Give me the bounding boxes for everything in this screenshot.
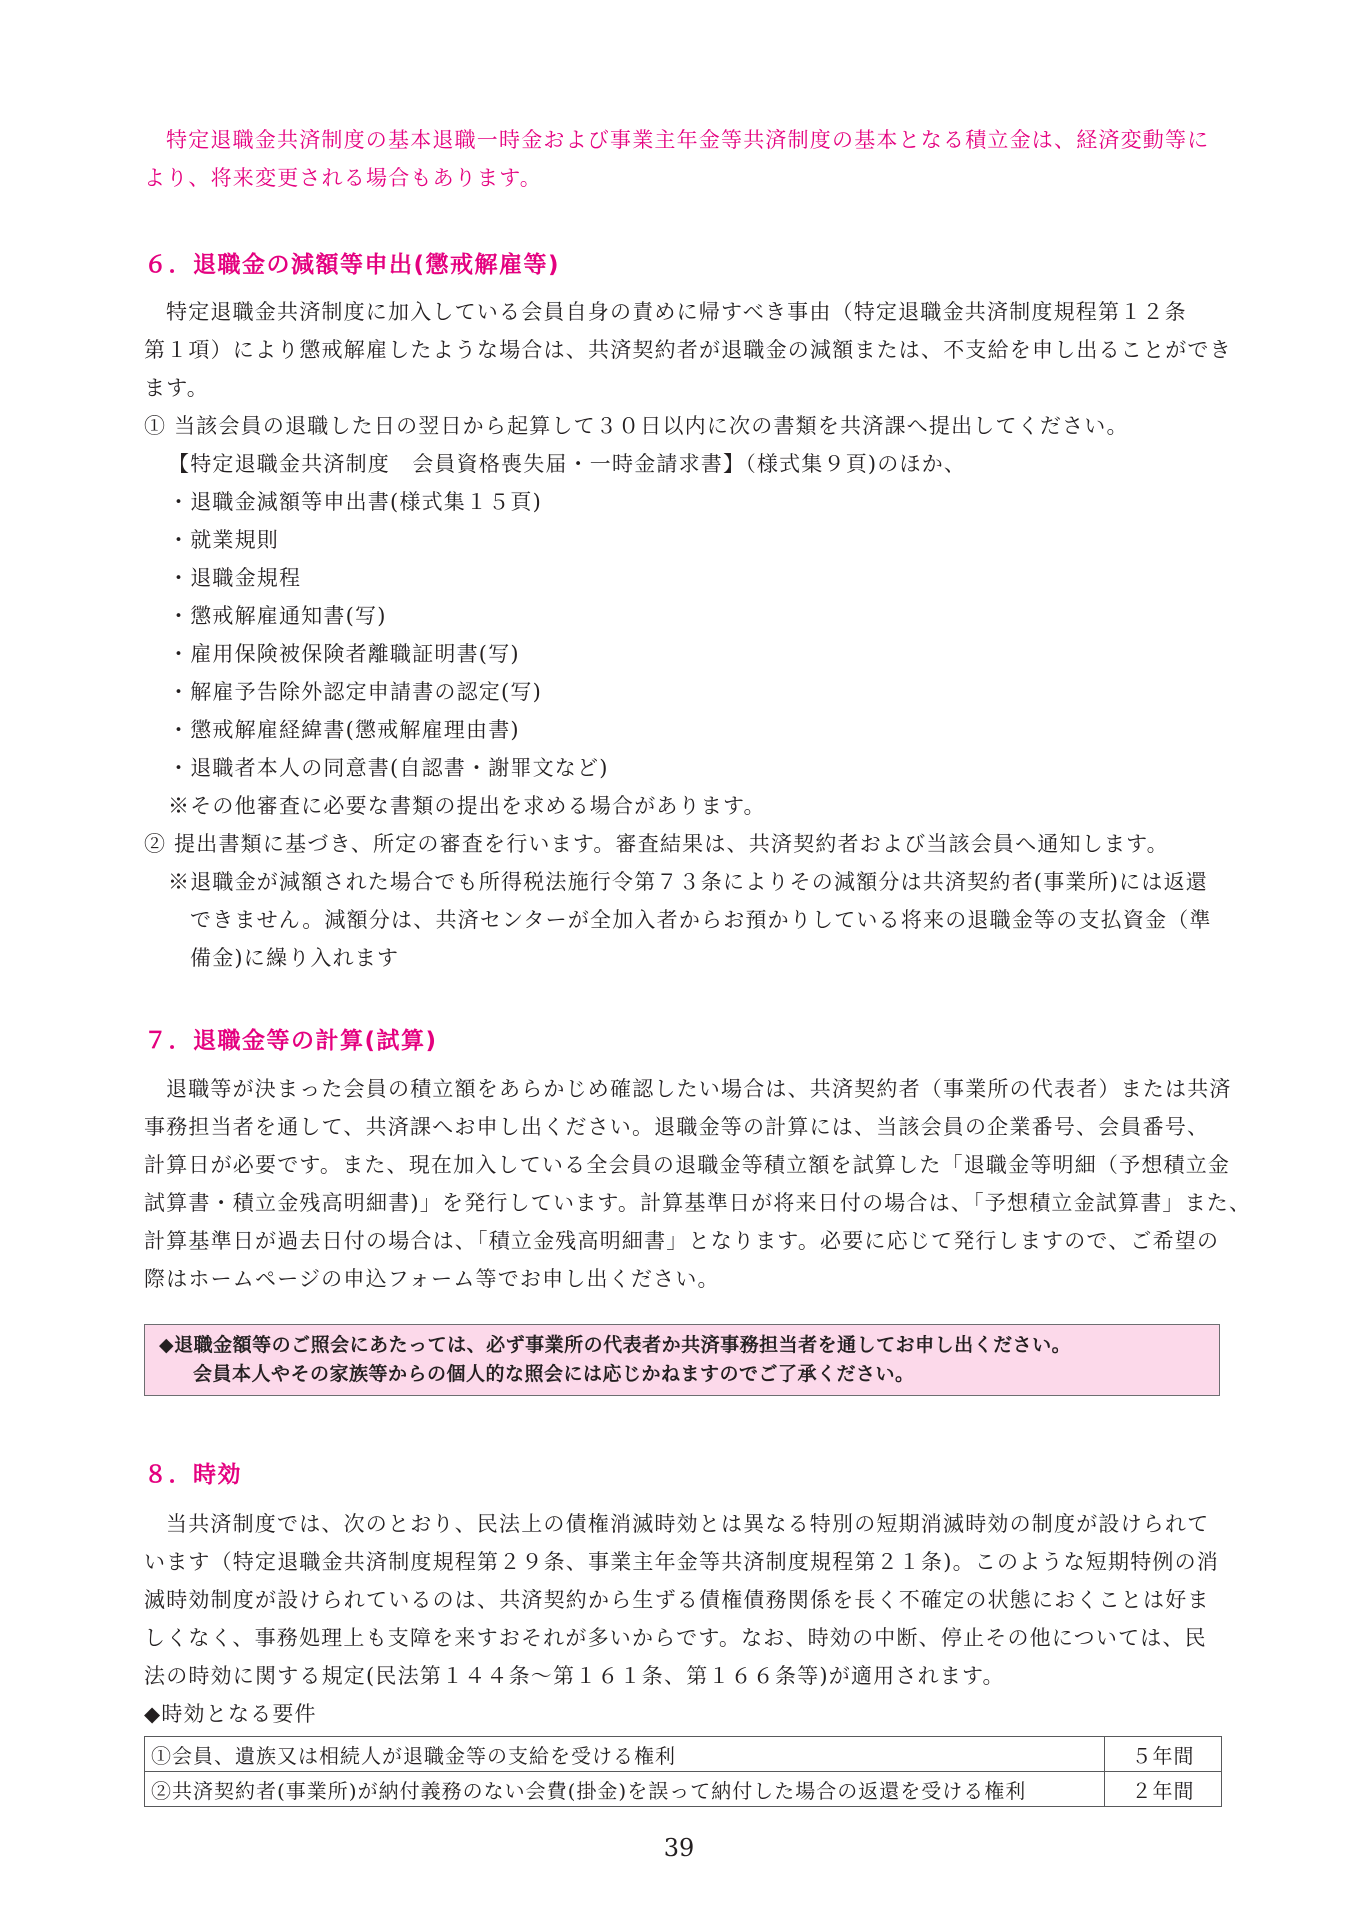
section-8-body — [144, 1505, 1222, 1695]
requirements-label: ◆時効となる要件 — [144, 1702, 317, 1726]
section-8-para-line: 滅時効制度が設けられているのは、共済契約から生ずる債権債務関係を長く不確定の状態におくことは好ま — [144, 1588, 1210, 1612]
intro-paragraph — [144, 121, 1222, 197]
section-6-para-line: 第１項）により懲戒解雇したような場合は、共済契約者が退職金の減額または、不支給を申し出ることができ — [144, 338, 1232, 362]
requirement-text: ①会員、遺族又は相続人が退職金等の支給を受ける権利 — [145, 1737, 1105, 1772]
table-row — [145, 1772, 1222, 1807]
section-6-heading: ６．退職金の減額等申出(懲戒解雇等) — [144, 252, 561, 278]
document-item: ・懲戒解雇通知書(写) — [168, 604, 387, 628]
section-8-para-line: しくなく、事務処理上も支障を来すおそれが多いからです。なお、時効の中断、停止その他については、民 — [144, 1626, 1207, 1650]
section-8-heading: ８．時効 — [144, 1462, 242, 1488]
section-7-para-line: 退職等が決まった会員の積立額をあらかじめ確認したい場合は、共済契約者（事業所の代表者）または共済 — [166, 1077, 1232, 1101]
forms-note: 【特定退職金共済制度 会員資格喪失届・一時金請求書】（様式集９頁)のほか、 — [168, 452, 967, 476]
inquiry-notice-box — [144, 1324, 1220, 1396]
tax-note-line: できません。減額分は、共済センターが全加入者からお預かりしている将来の退職金等の支払資金（準 — [190, 908, 1212, 932]
section-7-para-line: 際はホームページの申込フォーム等でお申し出ください。 — [144, 1267, 720, 1291]
page-number: 39 — [663, 1834, 695, 1862]
section-7-para-line: 計算日が必要です。また、現在加入している全会員の退職金等積立額を試算した「退職金等明細（予想積立金 — [144, 1153, 1231, 1177]
requirements-table — [144, 1736, 1222, 1807]
document-item: ・懲戒解雇経緯書(懲戒解雇理由書) — [168, 718, 520, 742]
tax-note-line: 備金)に繰り入れます — [190, 946, 400, 970]
requirement-period: ５年間 — [1105, 1737, 1222, 1772]
section-7-para-line: 事務担当者を通して、共済課へお申し出ください。退職金等の計算には、当該会員の企業番号、会員番号、 — [144, 1115, 1210, 1139]
table-row — [145, 1737, 1222, 1772]
section-8-para-line: 法の時効に関する規定(民法第１４４条～第１６１条、第１６６条等)が適用されます。 — [144, 1664, 1005, 1688]
section-6-body — [144, 293, 1232, 977]
intro-line: 特定退職金共済制度の基本退職一時金および事業主年金等共済制度の基本となる積立金は、経済変動等に — [166, 128, 1210, 152]
intro-line: より、将来変更される場合もあります。 — [144, 166, 542, 190]
section-8-para-line: います（特定退職金共済制度規程第２９条、事業主年金等共済制度規程第２１条)。このような短期特例の消 — [144, 1550, 1219, 1574]
notice-line: ◆退職金額等のご照会にあたっては、必ず事業所の代表者か共済事務担当者を通してお申し出ください。 — [159, 1334, 1072, 1356]
section-7-body — [144, 1070, 1252, 1298]
tax-note-line: ※退職金が減額された場合でも所得税法施行令第７３条によりその減額分は共済契約者(事業所)には返還 — [168, 870, 1208, 894]
notice-line: 会員本人やその家族等からの個人的な照会には応じかねますのでご了承ください。 — [193, 1363, 915, 1385]
document-item: ・退職金減額等申出書(様式集１５頁) — [168, 490, 542, 514]
section-7-para-line: 計算基準日が過去日付の場合は、「積立金残高明細書」となります。必要に応じて発行しますので、ご希望の — [144, 1229, 1220, 1253]
section-8-para-line: 当共済制度では、次のとおり、民法上の債権消滅時効とは異なる特別の短期消滅時効の制度が設けられて — [166, 1512, 1210, 1536]
step-1-text: ① 当該会員の退職した日の翌日から起算して３０日以内に次の書類を共済課へ提出してください。 — [144, 414, 1129, 438]
requirement-text: ②共済契約者(事業所)が納付義務のない会費(掛金)を誤って納付した場合の返還を受ける権利 — [145, 1772, 1105, 1807]
section-7-para-line: 試算書・積立金残高明細書)」を発行しています。計算基準日が将来日付の場合は、「予想積立金試算書」また、 — [144, 1191, 1252, 1215]
other-documents-note: ※その他審査に必要な書類の提出を求める場合があります。 — [168, 794, 766, 818]
section-7-heading: ７．退職金等の計算(試算) — [144, 1028, 438, 1054]
document-item: ・雇用保険被保険者離職証明書(写) — [168, 642, 520, 666]
section-6-para-line: 特定退職金共済制度に加入している会員自身の責めに帰すべき事由（特定退職金共済制度規程第１２条 — [166, 300, 1187, 324]
document-item: ・就業規則 — [168, 528, 279, 552]
step-2-text: ② 提出書類に基づき、所定の審査を行います。審査結果は、共済契約者および当該会員へ通知します。 — [144, 832, 1169, 856]
requirement-period: ２年間 — [1105, 1772, 1222, 1807]
document-item: ・解雇予告除外認定申請書の認定(写) — [168, 680, 542, 704]
document-item: ・退職者本人の同意書(自認書・謝罪文など) — [168, 756, 609, 780]
section-6-para-line: ます。 — [144, 376, 209, 400]
document-item: ・退職金規程 — [168, 566, 302, 590]
